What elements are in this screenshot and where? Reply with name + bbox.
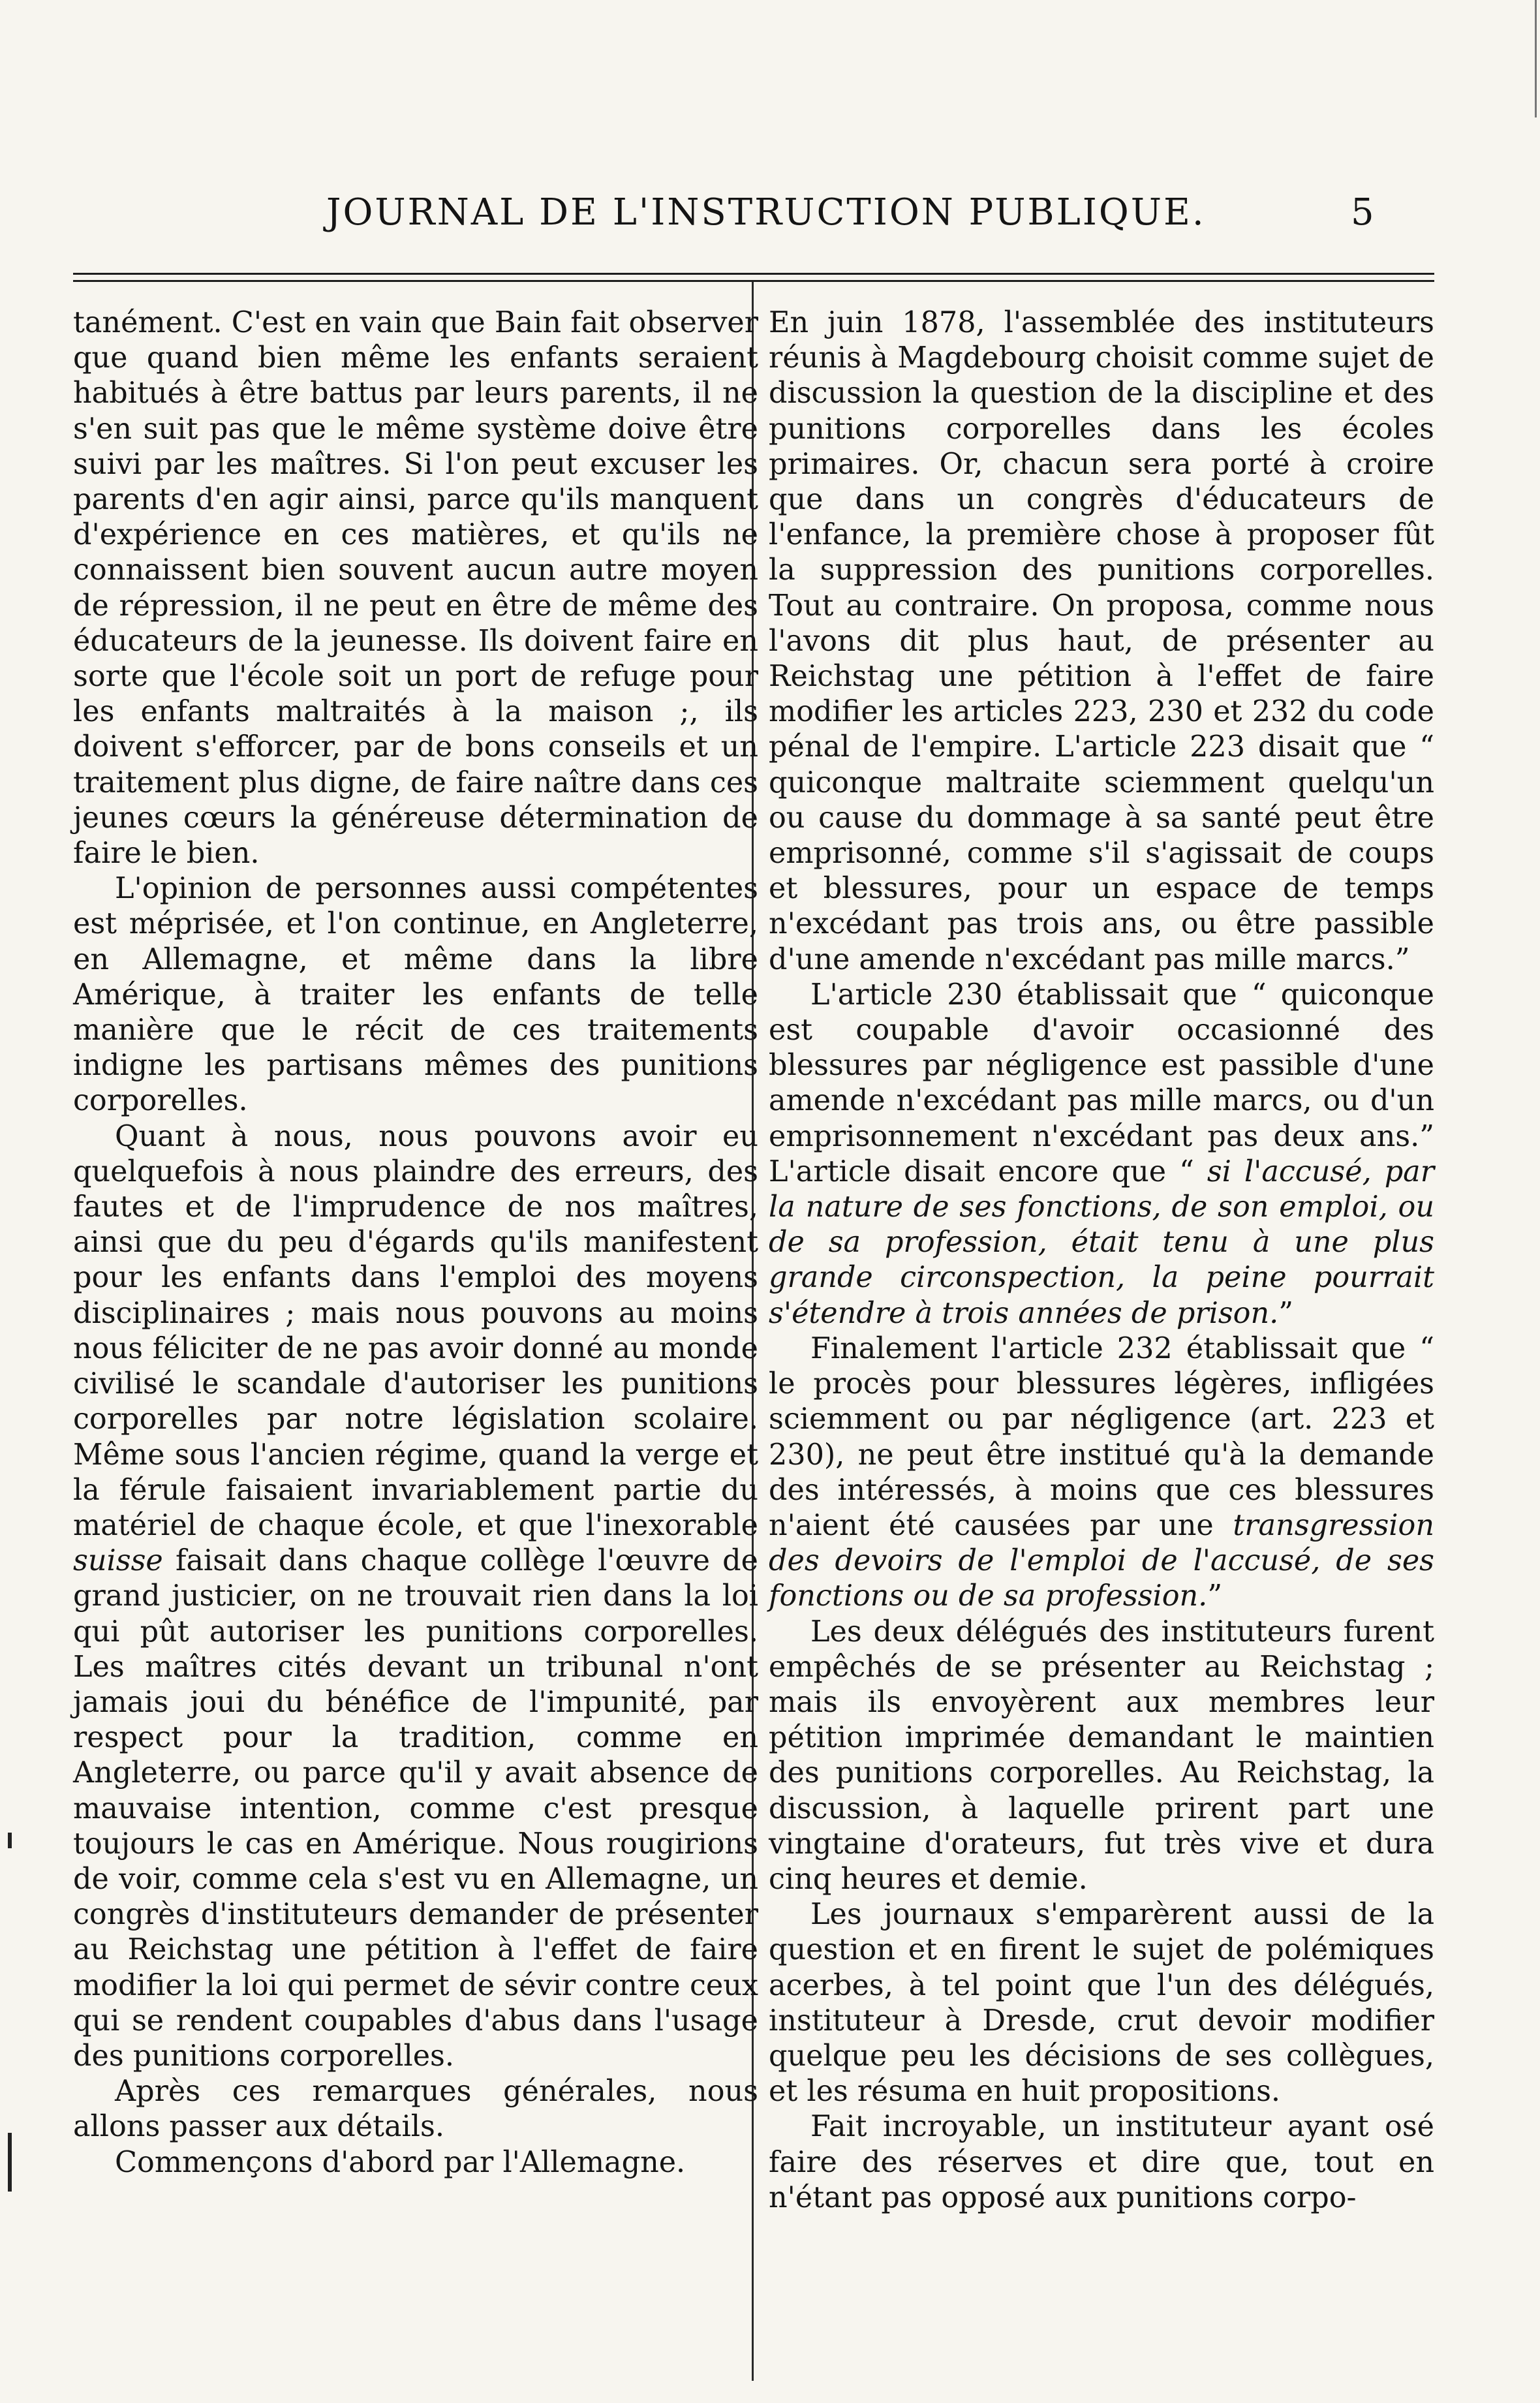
page-number: 5 bbox=[1351, 191, 1374, 234]
right-paragraph-3 bbox=[769, 1331, 1434, 1615]
left-margin-mark-upper bbox=[8, 1833, 12, 1848]
left-column bbox=[73, 305, 758, 2180]
running-header bbox=[0, 187, 1540, 239]
right-paragraph-2 bbox=[769, 978, 1434, 1331]
journal-title: JOURNAL DE L'INSTRUCTION PUBLIQUE. bbox=[326, 191, 1206, 234]
right-paragraph-4: Les deux délégués des instituteurs furent empêchés de se présenter au Reichstag ; mais ils envoyèrent aux membres leur pétition imprimée demandant le maintien des punitions corporelles. Au Reichstag, la discussion, à laquelle prirent part une vingtaine d'orateurs, fut très vive et dura cinq heures et demie. bbox=[769, 1615, 1434, 1896]
left-paragraph-5: Commençons d'abord par l'Allemagne. bbox=[115, 2145, 686, 2179]
left-paragraph-3 bbox=[73, 1119, 758, 2074]
left-paragraph-3-part-2: faisait dans chaque collège l'œuvre de grand justicier, on ne trouvait rien dans la loi qui pût autoriser les punitions corporelles. Les maîtres cités devant un tribunal n'ont jamais joui du bénéfice de l'impunité, par respect pour la tradition, comme en Angleterre, ou parce qu'il y avait absence de mauvaise intention, comme c'est presque toujours le cas en Amérique. Nous rougirions de voir, comme cela s'est vu en Allemagne, un congrès d'instituteurs demander de présenter au Reichstag une pétition à l'effet de faire modifier la loi qui permet de sévir contre ceux qui se rendent coupables d'abus dans l'usage des punitions corporelles. bbox=[73, 1544, 758, 2073]
left-paragraph-4: Après ces remarques générales, nous allons passer aux détails. bbox=[73, 2075, 758, 2144]
header-double-rule bbox=[73, 273, 1434, 282]
left-paragraph-2: L'opinion de personnes aussi compétentes est méprisée, et l'on continue, en Angleterre, en Allemagne, et même dans la libre Amérique, à traiter les enfants de telle manière que le récit de ces traitements indigne les partisans mêmes des punitions corporelles. bbox=[73, 872, 758, 1118]
right-paragraph-3-part-1: Finalement l'article 232 établissait que “ le procès pour blessures légères, infligées sciemment ou par négligence (art. 223 et 230), ne peut être institué qu'à la demande des intéressés, à moins que ces blessures n'aient été causées par une bbox=[769, 1331, 1434, 1542]
left-paragraph-3-part-1: Quant à nous, nous pouvons avoir eu quelquefois à nous plaindre des erreurs, des fautes et de l'imprudence de nos maîtres, ainsi que du peu d'égards qu'ils manifestent pour les enfants dans l'emploi des moyens disciplinaires ; mais nous pouvons au moins nous féliciter de ne pas avoir donné au monde civilisé le scandale d'autoriser les punitions corporelles par notre législation scolaire. Même sous l'ancien régime, quand la verge et la férule faisaient invariablement partie du matériel de chaque école, et que l'inexorable bbox=[73, 1119, 758, 1542]
right-column bbox=[769, 305, 1434, 2216]
left-paragraph-1: tanément. C'est en vain que Bain fait observer que quand bien même les enfants seraient habitués à être battus par leurs parents, il ne s'en suit pas que le même système doive être suivi par les maîtres. Si l'on peut excuser les parents d'en agir ainsi, parce qu'ils manquent d'expérience en ces matières, et qu'ils ne connaissent bien souvent aucun autre moyen de répression, il ne peut en être de même des éducateurs de la jeunesse. Ils doivent faire en sorte que l'école soit un port de refuge pour les enfants maltraités à la maison ;, ils doivent s'efforcer, par de bons conseils et un traitement plus digne, de faire naître dans ces jeunes cœurs la généreuse détermination de faire le bien. bbox=[73, 306, 758, 871]
right-paragraph-3-part-2: ” bbox=[1207, 1579, 1223, 1613]
right-paragraph-3-italic: transgression des devoirs de l'emploi de l'accusé, de ses fonctions ou de sa profession. bbox=[769, 1508, 1434, 1613]
right-paragraph-2-italic: si l'accusé, par la nature de ses fonctions, de son emploi, ou de sa profession, était tenu à une plus grande circonspection, la peine pourrait s'étendre à trois années de prison. bbox=[769, 1155, 1434, 1330]
right-paragraph-2-part-2: ” bbox=[1278, 1296, 1293, 1330]
left-paragraph-3-italic: suisse bbox=[73, 1544, 163, 1578]
right-paragraph-6: Fait incroyable, un instituteur ayant osé faire des réserves et dire que, tout en n'étant pas opposé aux punitions corpo- bbox=[769, 2110, 1434, 2214]
right-paragraph-5: Les journaux s'emparèrent aussi de la question et en firent le sujet de polémiques acerbes, à tel point que l'un des délégués, instituteur à Dresde, crut devoir modifier quelque peu les décisions de ses collègues, et les résuma en huit propositions. bbox=[769, 1898, 1434, 2109]
right-paragraph-2-part-1: L'article 230 établissait que “ quiconque est coupable d'avoir occasionné des blessures par négligence est passible d'une amende n'excédant pas mille marcs, ou d'un emprisonnement n'excédant pas deux ans.” L'article disait encore que “ bbox=[769, 978, 1434, 1188]
right-paragraph-1: En juin 1878, l'assemblée des instituteurs réunis à Magdebourg choisit comme sujet de discussion la question de la discipline et des punitions corporelles dans les écoles primaires. Or, chacun sera porté à croire que dans un congrès d'éducateurs de l'enfance, la première chose à proposer fût la suppression des punitions corporelles. Tout au contraire. On proposa, comme nous l'avons dit plus haut, de présenter au Reichstag une pétition à l'effet de faire modifier les articles 223, 230 et 232 du code pénal de l'empire. L'article 223 disait que “ quiconque maltraite sciemment quelqu'un ou cause du dommage à sa santé peut être emprisonné, comme s'il s'agissait de coups et blessures, pour un espace de temps n'excédant pas trois ans, ou être passible d'une amende n'excédant pas mille marcs.” bbox=[769, 306, 1434, 976]
right-margin-mark bbox=[1535, 0, 1537, 117]
left-margin-mark-lower bbox=[8, 2133, 12, 2192]
